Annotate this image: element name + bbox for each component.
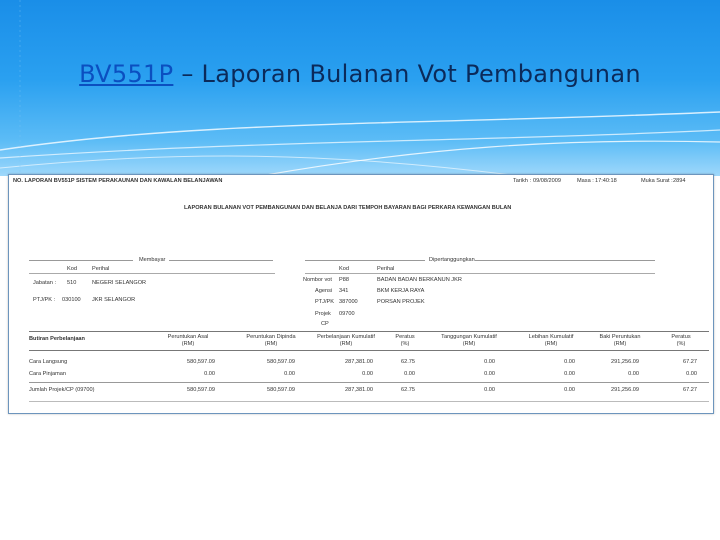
- col-peratus-1: Peratus: [395, 334, 415, 340]
- cell: 0.00: [628, 371, 639, 377]
- cell: 62.75: [401, 359, 415, 365]
- slide-title: [0, 60, 720, 88]
- agensi-perihal: BKM KERJA RAYA: [377, 288, 425, 294]
- jabatan-kod: 510: [67, 280, 77, 286]
- vot-kod: P88: [339, 277, 349, 283]
- dipertanggungkan-heading: Dipertanggungkan: [429, 257, 475, 263]
- cell: 0.00: [362, 371, 373, 377]
- cell: 0.00: [564, 371, 575, 377]
- cell: 580,597.09: [187, 387, 215, 393]
- col-butiran: Butiran Perbelanjaan: [29, 336, 85, 342]
- right-perihal-header: Perihal: [377, 266, 395, 272]
- cell: 0.00: [484, 359, 495, 365]
- table-top-rule: [29, 331, 709, 332]
- row-label: Cara Langsung: [29, 359, 68, 365]
- jabatan-label: Jabatan :: [33, 280, 57, 286]
- masa-label: Masa :: [577, 178, 594, 184]
- col-dipinda-unit: (RM): [264, 341, 278, 347]
- membayar-rule-left: [29, 260, 133, 261]
- table-header-rule: [29, 350, 709, 351]
- report-screenshot: [8, 174, 714, 414]
- cell: 580,597.09: [267, 359, 295, 365]
- tarikh-value: 09/08/2009: [533, 178, 561, 184]
- cell: 0.00: [564, 387, 575, 393]
- masa-value: 17:40:18: [595, 178, 617, 184]
- title-link[interactable]: BV551P: [79, 60, 174, 88]
- left-kod-header: Kod: [67, 266, 77, 272]
- cell: 291,256.09: [611, 387, 639, 393]
- vot-label: Nombor vot: [303, 277, 332, 283]
- tarikh-label: Tarikh :: [513, 178, 532, 184]
- projek-kod: 09700: [339, 311, 355, 317]
- jabatan-perihal: NEGERI SELANGOR: [92, 280, 147, 286]
- dipertanggungkan-rule-right: [475, 260, 655, 261]
- muka-value: 2894: [673, 178, 686, 184]
- col-baki: Baki Peruntukan: [599, 334, 641, 340]
- cell: 0.00: [484, 371, 495, 377]
- ptj-right-perihal: PORSAN PROJEK: [377, 299, 425, 305]
- cell: 0.00: [564, 359, 575, 365]
- ptj-right-kod: 387000: [339, 299, 358, 305]
- col-dipinda: Peruntukan Dipinda: [246, 334, 296, 340]
- muka-label: Muka Surat :: [641, 178, 673, 184]
- col-tanggungan-unit: (RM): [462, 341, 476, 347]
- row-label: Jumlah Projek/CP (09700): [29, 387, 95, 393]
- col-peratus-2: Peratus: [671, 334, 691, 340]
- cp-label: CP: [321, 321, 329, 327]
- cell: 0.00: [484, 387, 495, 393]
- col-perbelanjaan-unit: (RM): [339, 341, 353, 347]
- right-header-underline: [305, 273, 655, 274]
- col-peratus-2-unit: (%): [676, 341, 686, 347]
- cell: 0.00: [204, 371, 215, 377]
- right-kod-header: Kod: [339, 266, 349, 272]
- left-header-underline: [29, 273, 275, 274]
- dipertanggungkan-rule-left: [305, 260, 425, 261]
- col-baki-unit: (RM): [613, 341, 627, 347]
- vot-perihal: BADAN BADAN BERKANUN JKR: [377, 277, 462, 283]
- cell: 287,381.00: [345, 387, 373, 393]
- slide-header-background: [0, 0, 720, 176]
- col-asal-unit: (RM): [181, 341, 195, 347]
- total-rule: [29, 382, 709, 383]
- cell: 287,381.00: [345, 359, 373, 365]
- col-peratus-1-unit: (%): [400, 341, 410, 347]
- ptj-label: PTJ/PK :: [33, 297, 56, 303]
- decorative-wave-lines: [0, 0, 720, 176]
- membayar-heading: Membayar: [139, 257, 166, 263]
- report-header-left: NO. LAPORAN BV551P SISTEM PERAKAUNAN DAN KAWALAN BELANJAWAN: [13, 178, 223, 184]
- table-bottom-rule: [29, 401, 709, 402]
- col-lebihan-unit: (RM): [544, 341, 558, 347]
- row-label: Cara Pinjaman: [29, 371, 66, 377]
- cell: 580,597.09: [267, 387, 295, 393]
- col-lebihan: Lebihan Kumulatif: [528, 334, 574, 340]
- report-subtitle: LAPORAN BULANAN VOT PEMBANGUNAN DAN BELANJA DARI TEMPOH BAYARAN BAGI PERKARA KEWANGAN BULAN: [184, 205, 512, 211]
- membayar-rule-right: [169, 260, 273, 261]
- col-perbelanjaan: Perbelanjaan Kumulatif: [317, 334, 375, 340]
- title-text: – Laporan Bulanan Vot Pembangunan: [173, 60, 641, 88]
- ptj-perihal: JKR SELANGOR: [92, 297, 136, 303]
- cell: 62.75: [401, 387, 415, 393]
- cell: 0.00: [404, 371, 415, 377]
- cell: 0.00: [686, 371, 697, 377]
- left-perihal-header: Perihal: [92, 266, 110, 272]
- ptj-right-label: PTJ/PK: [315, 299, 334, 305]
- ptj-kod: 030100: [62, 297, 81, 303]
- cell: 67.27: [683, 387, 697, 393]
- agensi-label: Agensi: [315, 288, 333, 294]
- cell: 580,597.09: [187, 359, 215, 365]
- agensi-kod: 341: [339, 288, 349, 294]
- col-asal: Peruntukan Asal: [167, 334, 209, 340]
- cell: 0.00: [284, 371, 295, 377]
- col-tanggungan: Tanggungan Kumulatif: [441, 334, 497, 340]
- cell: 291,256.09: [611, 359, 639, 365]
- cell: 67.27: [683, 359, 697, 365]
- projek-label: Projek: [315, 311, 331, 317]
